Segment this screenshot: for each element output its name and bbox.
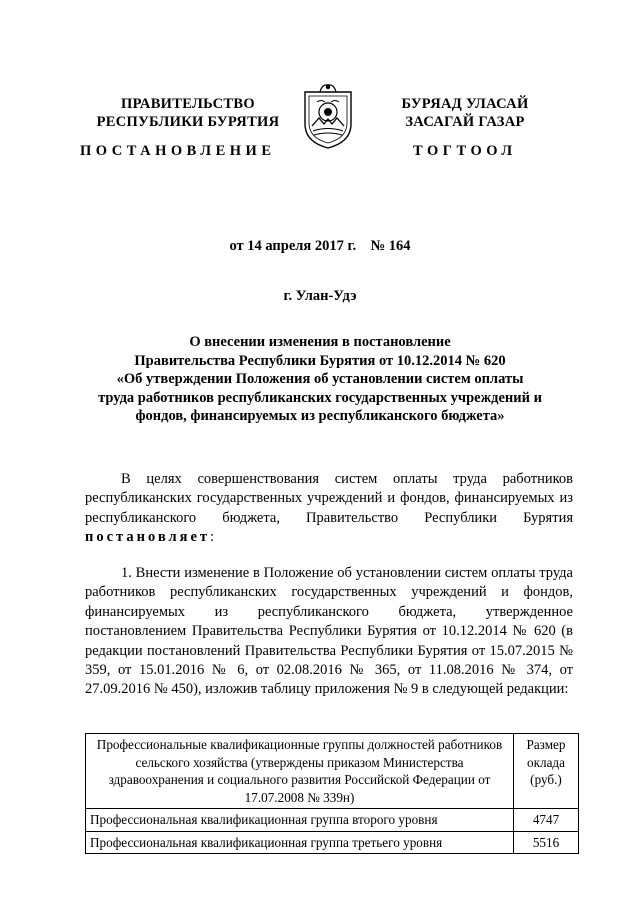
item-1-paragraph [85,564,573,700]
table-header-row [86,734,579,809]
government-name-ru-line2: РЕСПУБЛИКИ БУРЯТИЯ [96,114,280,130]
title-line: Правительства Республики Бурятия от 10.12.2014 № 620 [134,352,506,369]
salary-cell: 5516 [514,831,579,854]
city: г. Улан-Удэ [283,288,357,304]
coat-of-arms-icon [301,82,355,150]
title-line: фондов, финансируемых из республиканского бюджета» [135,408,505,424]
salary-cell: 4747 [514,809,579,832]
government-name-bua [370,95,560,131]
title-line: О внесении изменения в постановление [189,334,451,350]
doc-type-ru: ПОСТАНОВЛЕНИЕ [80,143,276,159]
group-cell: Профессиональная квалификационная группа второго уровня [86,809,514,832]
preamble-verb: постановляет [85,529,211,546]
date-number: от 14 апреля 2017 г. № 164 [229,238,411,254]
title-line: «Об утверждении Положения об установлении систем оплаты [116,371,524,387]
table-row [86,809,579,832]
title-line: труда работников республиканских государственных учреждений и [98,389,542,406]
government-name-bua-line1: БУРЯАД УЛАСАЙ [401,96,529,112]
table-row [86,831,579,854]
doc-type-bua: ТОГТООЛ [413,143,517,159]
government-name-bua-line2: ЗАСАГАЙ ГАЗАР [405,114,525,130]
government-name-ru-line1: ПРАВИТЕЛЬСТВО [121,96,255,112]
preamble-paragraph [85,470,573,548]
salary-table [85,733,579,854]
government-name-ru [88,95,288,131]
header-group-cell: Профессиональные квалификационные группы должностей работников сельского хозяйства (утверждены приказом Министерства здравоохранения и социального развития Российской Федерации от 17.07.2008 № 339н) [86,734,514,809]
group-cell: Профессиональная квалификационная группа третьего уровня [86,831,514,854]
preamble-end: : [210,529,215,546]
item-1-text: 1. Внести изменение в Положение об установлении систем оплаты труда работников республиканских государственных учреждений и фондов, финансируемых из республиканского бюджета, утвержденное постановлением Правительства Республики Бурятия от 10.12.2014 № 620 (в редакции постановлений Правительства Республики Бурятия от 15.07.2015 № 359, от 15.01.2016 № 6, от 02.08.2016 № 365, от 11.08.2016 № 374, от 27.09.2016 № 450), изложив таблицу приложения № 9 в следующей редакции: [85,565,573,698]
preamble-text: В целях совершенствования систем оплаты труда работников республиканских государственных учреждений и фондов, финансируемых из республиканского бюджета, Правительство Республики Бурятия [85,471,573,526]
document-title [0,333,640,426]
header-salary-cell: Размер оклада (руб.) [514,734,579,809]
